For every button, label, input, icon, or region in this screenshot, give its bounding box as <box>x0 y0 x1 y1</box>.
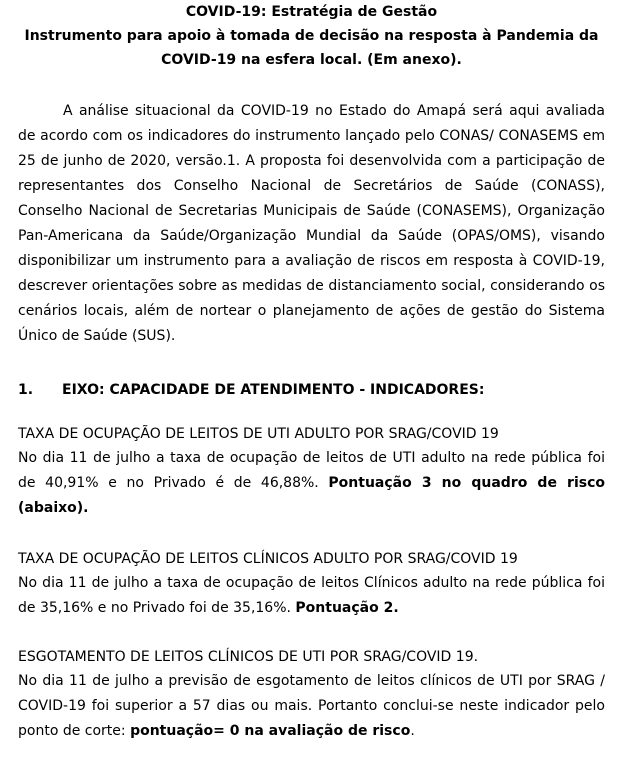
document-title-line-2: Instrumento para apoio à tomada de decisão na resposta à Pandemia da <box>24 28 599 44</box>
indicator-body <box>18 571 605 621</box>
document-title-line-1: COVID-19: Estratégia de Gestão <box>185 4 438 20</box>
indicator-score: pontuação= 0 na avaliação de risco <box>130 723 411 739</box>
intro-paragraph: A análise situacional da COVID-19 no Estado do Amapá será aqui avaliada de acordo com os indicadores do instrumento lançado pelo CONAS/ CONASEMS em 25 de junho de 2020, versão.1. A proposta foi desenvolvida com a participação de representantes dos Conselho Nacional de Secretários de Saúde (CONASS), Conselho Nacional de Secretarias Municipais de Saúde (CONASEMS), Organização Pan-Americana da Saúde/Organização Mundial da Saúde (OPAS/OMS), visando disponibilizar um instrumento para a avaliação de riscos em resposta à COVID-19, descrever orientações sobre as medidas de distanciamento social, considerando os cenários locais, além de nortear o planejamento de ações de gestão do Sistema Único de Saúde (SUS). <box>18 103 605 344</box>
indicator-title: TAXA DE OCUPAÇÃO DE LEITOS CLÍNICOS ADULTO POR SRAG/COVID 19 <box>18 551 518 567</box>
indicator-block <box>18 645 605 744</box>
indicator-score: Pontuação 3 no quadro de risco (abaixo). <box>18 475 605 516</box>
indicator-body-text: No dia 11 de julho a taxa de ocupação de leitos Clínicos adulto na rede pública foi de 35,16% e no Privado foi de 35,16%. <box>18 575 605 616</box>
document-title-line-3: COVID-19 na esfera local. (Em anexo). <box>161 52 462 68</box>
indicator-title: TAXA DE OCUPAÇÃO DE LEITOS DE UTI ADULTO POR SRAG/COVID 19 <box>18 426 499 442</box>
indicator-body <box>18 446 605 521</box>
indicator-body-tail: . <box>410 723 415 739</box>
section-number: 1. <box>18 382 34 398</box>
section-heading <box>18 378 605 402</box>
indicator-block <box>18 422 605 521</box>
section-title: EIXO: CAPACIDADE DE ATENDIMENTO - INDICADORES: <box>62 382 485 398</box>
indicator-title: ESGOTAMENTO DE LEITOS CLÍNICOS DE UTI POR SRAG/COVID 19. <box>18 649 479 665</box>
indicator-score: Pontuação 2. <box>295 600 399 616</box>
indicator-body-text: No dia 11 de julho a taxa de ocupação de leitos de UTI adulto na rede pública foi de 40,91% e no Privado é de 46,88%. <box>18 450 605 491</box>
indicator-block <box>18 547 605 621</box>
document-page <box>18 0 605 744</box>
indicator-body-text: No dia 11 de julho a previsão de esgotamento de leitos clínicos de UTI por SRAG / COVID-19 foi superior a 57 dias ou mais. Portanto conclui-se neste indicador pelo ponto de corte: <box>18 673 605 739</box>
indicator-body <box>18 669 605 744</box>
